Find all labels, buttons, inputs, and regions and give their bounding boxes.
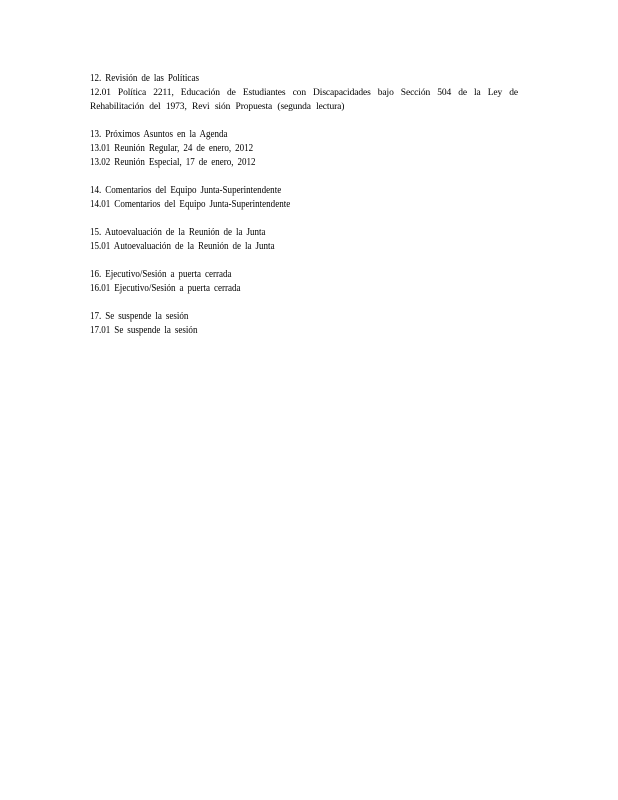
section-heading: 17. Se suspende la sesión (90, 311, 189, 322)
agenda-section-12 (90, 72, 518, 114)
agenda-item: 16.01 Ejecutivo/Sesión a puerta cerrada (90, 283, 241, 294)
agenda-item: 13.02 Reunión Especial, 17 de enero, 2012 (90, 157, 256, 168)
section-heading: 16. Ejecutivo/Sesión a puerta cerrada (90, 269, 232, 280)
section-heading: 13. Próximos Asuntos en la Agenda (90, 129, 228, 140)
agenda-item: 14.01 Comentarios del Equipo Junta-Superintendente (90, 199, 291, 210)
agenda-section-13 (90, 128, 518, 170)
agenda-section-17 (90, 310, 518, 338)
section-heading: 12. Revisión de las Políticas (90, 73, 199, 84)
agenda-item: 15.01 Autoevaluación de la Reunión de la Junta (90, 241, 275, 252)
agenda-item: 12.01 Política 2211, Educación de Estudiantes con Discapacidades bajo Sección 504 de la Ley de Rehabilitación del 1973, Revi sión Propuesta (segunda lectura) (90, 88, 518, 112)
agenda-section-16 (90, 268, 518, 296)
agenda-content (90, 72, 518, 352)
agenda-item: 17.01 Se suspende la sesión (90, 325, 198, 336)
agenda-section-15 (90, 226, 518, 254)
section-heading: 14. Comentarios del Equipo Junta-Superintendente (90, 185, 282, 196)
agenda-item: 13.01 Reunión Regular, 24 de enero, 2012 (90, 143, 254, 154)
agenda-section-14 (90, 184, 518, 212)
section-heading: 15. Autoevaluación de la Reunión de la Junta (90, 227, 266, 238)
